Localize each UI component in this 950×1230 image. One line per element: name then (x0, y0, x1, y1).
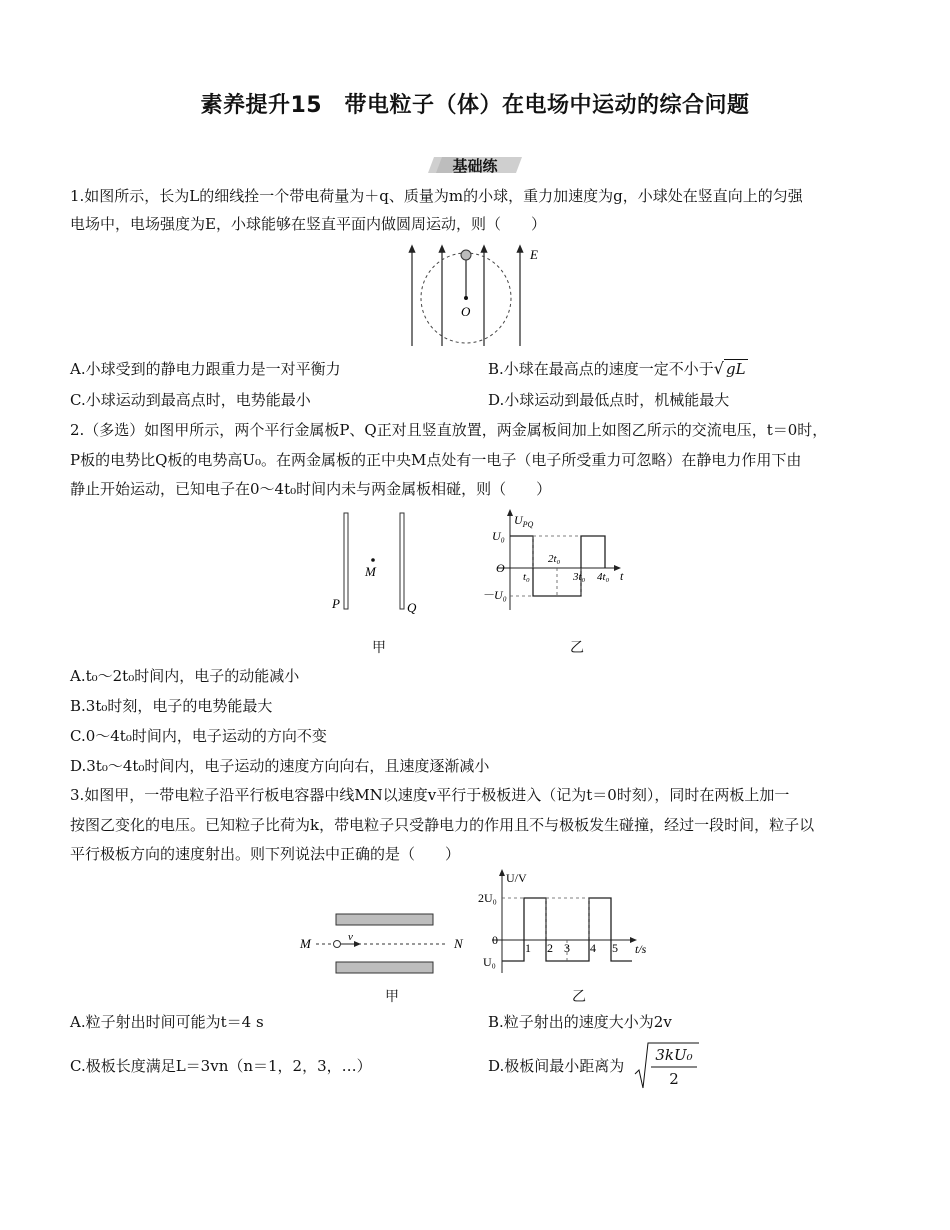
tick-1: 1 (525, 941, 531, 955)
q1-option-a: A.小球受到的静电力跟重力是一对平衡力 (70, 360, 341, 378)
ball (461, 250, 471, 260)
tick-4: 4 (590, 941, 596, 955)
q1-line1: 1.如图所示，长为L的细线拴一个带电荷量为＋q、质量为m的小球，重力加速度为g，小球处在竖直向上的匀强 (70, 187, 803, 205)
fraction-numerator: 3kU₀ (655, 1046, 693, 1064)
q1-line2: 电场中，电场强度为E，小球能够在竖直平面内做圆周运动，则（ ） (70, 215, 546, 233)
q3-option-b: B.粒子射出的速度大小为2v (488, 1013, 672, 1031)
q3-line3: 平行极板方向的速度射出。则下列说法中正确的是（ ） (70, 845, 461, 863)
label-M: M (300, 936, 311, 951)
plate-P (344, 513, 348, 609)
section-badge (428, 154, 522, 176)
q3-figure-jia (296, 906, 476, 978)
axis-t-label: t (620, 569, 624, 583)
fraction-denominator: 2 (669, 1070, 679, 1088)
q2-option-d: D.3t₀～4t₀时间内，电子运动的速度方向向右，且速度逐渐减小 (70, 757, 490, 775)
tick-2: 2 (547, 941, 553, 955)
label-E: E (530, 247, 538, 262)
center-dot (464, 296, 468, 300)
tick-3: 3 (564, 941, 570, 955)
q2-figure-jia (325, 508, 425, 618)
label-M: M (365, 564, 376, 579)
q1-option-b-root: gL (726, 360, 746, 378)
tick-2U0: 2U₀ (478, 891, 497, 905)
q3-option-a: A.粒子射出时间可能为t＝4 s (70, 1013, 264, 1031)
q1-option-c: C.小球运动到最高点时，电势能最小 (70, 391, 311, 409)
q3-option-d-text: D.极板间最小距离为 (488, 1057, 625, 1075)
q2-line2: P板的电势比Q板的电势高U₀。在两金属板的正中央M点处有一电子（电子所受重力可忽略）在静电力作用下由 (70, 451, 802, 469)
tick-U0: U₀ (492, 529, 505, 543)
q2-line3: 静止开始运动，已知电子在0～4t₀时间内未与两金属板相碰，则（ ） (70, 480, 552, 498)
q1-option-b-text: B.小球在最高点的速度一定不小于 (488, 360, 714, 378)
q3-caption-yi: 乙 (572, 989, 586, 1005)
label-O: O (461, 304, 471, 319)
page-title: 素养提升15 带电粒子（体）在电场中运动的综合问题 (200, 93, 750, 118)
label-N: N (454, 936, 463, 951)
q2-line1: 2.（多选）如图甲所示，两个平行金属板P、Q正对且竖直放置，两金属板间加上如图乙所示的交流电压，t＝0时， (70, 421, 828, 439)
q2-caption-yi: 乙 (570, 640, 584, 656)
q2-figure-yi (478, 506, 638, 616)
q3-figure-yi (474, 868, 659, 978)
label-Q: Q (407, 600, 417, 615)
tick-3t0: 3t₀ (573, 571, 586, 583)
tick-negU0: －U₀ (482, 588, 507, 602)
tick-t0: t₀ (523, 571, 530, 583)
q1-figure (400, 242, 550, 350)
upper-plate (336, 914, 433, 925)
q3-option-d (488, 1056, 624, 1076)
q1-option-b (488, 359, 748, 379)
axis-y-label: $U_{PQ}$ (514, 513, 534, 529)
q2-option-c: C.0～4t₀时间内，电子运动的方向不变 (70, 727, 327, 745)
tick-5: 5 (612, 941, 618, 955)
particle (334, 941, 341, 948)
q2-option-b: B.3t₀时刻，电子的电势能最大 (70, 697, 273, 715)
q2-option-a: A.t₀～2t₀时间内，电子的动能减小 (70, 667, 300, 685)
q2-caption-jia: 甲 (372, 640, 386, 656)
sqrt-icon: √ (713, 359, 724, 378)
q3-line1: 3.如图甲，一带电粒子沿平行板电容器中线MN以速度v平行于极板进入（记为t＝0时刻），同时在两板上加一 (70, 786, 790, 804)
tick-4t0: 4t₀ (597, 571, 610, 583)
tick-0: 0 (492, 933, 498, 947)
section-label: 基础练 (452, 157, 498, 175)
label-P: P (332, 596, 340, 611)
axis-t-label: t/s (635, 942, 647, 956)
label-v: v (348, 931, 353, 943)
tick-U0: U₀ (483, 955, 496, 969)
point-M (371, 558, 375, 562)
sqrt-fraction (633, 1040, 703, 1092)
q3-option-c: C.极板长度满足L＝3vn（n＝1，2，3，…） (70, 1057, 372, 1075)
axis-y-label: U/V (506, 871, 527, 885)
q3-caption-jia: 甲 (385, 989, 399, 1005)
tick-2t0: 2t₀ (548, 553, 561, 565)
tick-O: O (496, 561, 505, 575)
q1-option-d: D.小球运动到最低点时，机械能最大 (488, 391, 730, 409)
lower-plate (336, 962, 433, 973)
q3-line2: 按图乙变化的电压。已知粒子比荷为k，带电粒子只受静电力的作用且不与极板发生碰撞，经过一段时间，粒子以 (70, 816, 815, 834)
voltage-waveform (510, 536, 605, 596)
plate-Q (400, 513, 404, 609)
